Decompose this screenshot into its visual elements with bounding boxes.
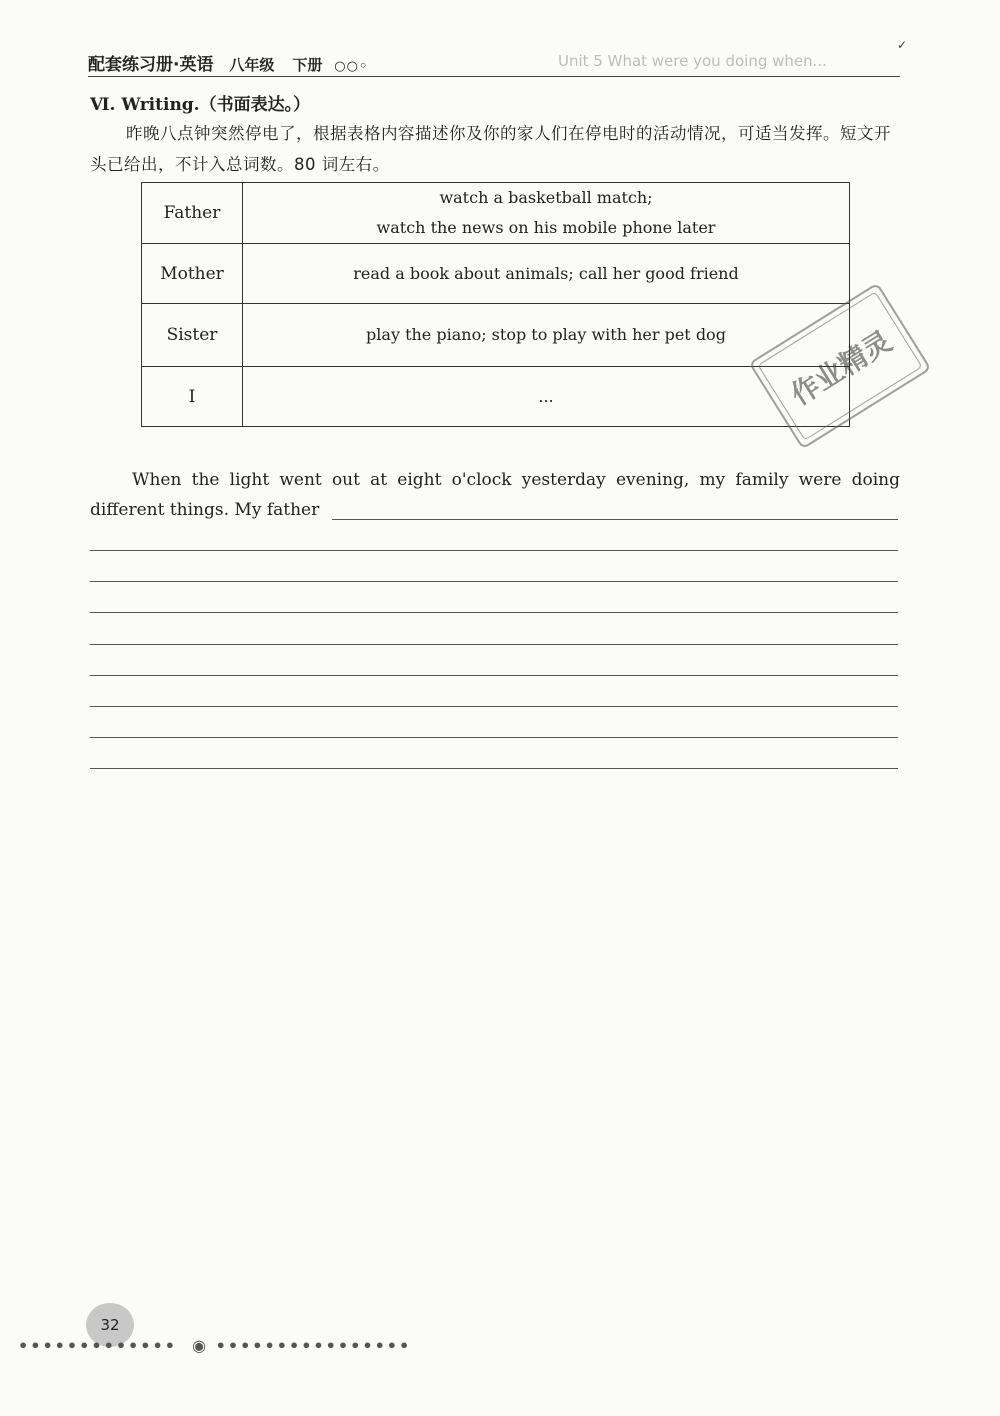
activity-line: play the piano; stop to play with her pet dog — [366, 325, 726, 344]
table-row — [142, 367, 850, 427]
table-row — [142, 183, 850, 244]
essay-opening: When the light went out at eight o'clock yesterday evening, my family were doing different things. My father — [90, 470, 900, 520]
writing-line — [90, 768, 898, 769]
book-title: 配套练习册·英语 — [88, 55, 214, 75]
writing-line — [90, 737, 898, 738]
pen-mark: ✓ — [897, 38, 908, 52]
person-cell: I — [142, 367, 243, 427]
page-header — [88, 50, 900, 77]
activity-cell — [243, 183, 850, 244]
grade-label: 八年级 — [229, 56, 275, 74]
essay-start — [90, 465, 900, 525]
activity-line: ... — [538, 386, 554, 406]
activity-table — [141, 182, 850, 427]
writing-line — [90, 581, 898, 582]
page-number: 32 — [86, 1303, 134, 1347]
writing-line — [90, 644, 898, 645]
volume-label: 下册 — [292, 56, 323, 74]
footer-dots: ••••••••••••• ◉ •••••••••••••••• — [18, 1336, 412, 1355]
writing-line — [90, 550, 898, 551]
header-circles: ○○◦ — [334, 59, 369, 74]
writing-line — [332, 519, 898, 520]
activity-line: watch a basketball match; — [439, 188, 653, 207]
stamp-text: 作业精灵 — [785, 324, 898, 412]
activity-cell — [243, 244, 850, 304]
writing-line — [90, 612, 898, 613]
table-row — [142, 244, 850, 304]
person-cell: Sister — [142, 304, 243, 367]
section-instructions: 昨晚八点钟突然停电了，根据表格内容描述你及你的家人们在停电时的活动情况，可适当发挥。短文开头已给出，不计入总词数。80 词左右。 — [90, 124, 891, 174]
person-cell: Father — [142, 183, 243, 244]
writing-line — [90, 675, 898, 676]
activity-line: read a book about animals; call her good friend — [353, 263, 739, 283]
section-title: Ⅵ. Writing.（书面表达。） — [90, 95, 311, 115]
writing-line — [90, 706, 898, 707]
person-cell: Mother — [142, 244, 243, 304]
activity-line: watch the news on his mobile phone later — [376, 218, 716, 237]
header-unit-ghost: Unit 5 What were you doing when... — [558, 52, 827, 70]
